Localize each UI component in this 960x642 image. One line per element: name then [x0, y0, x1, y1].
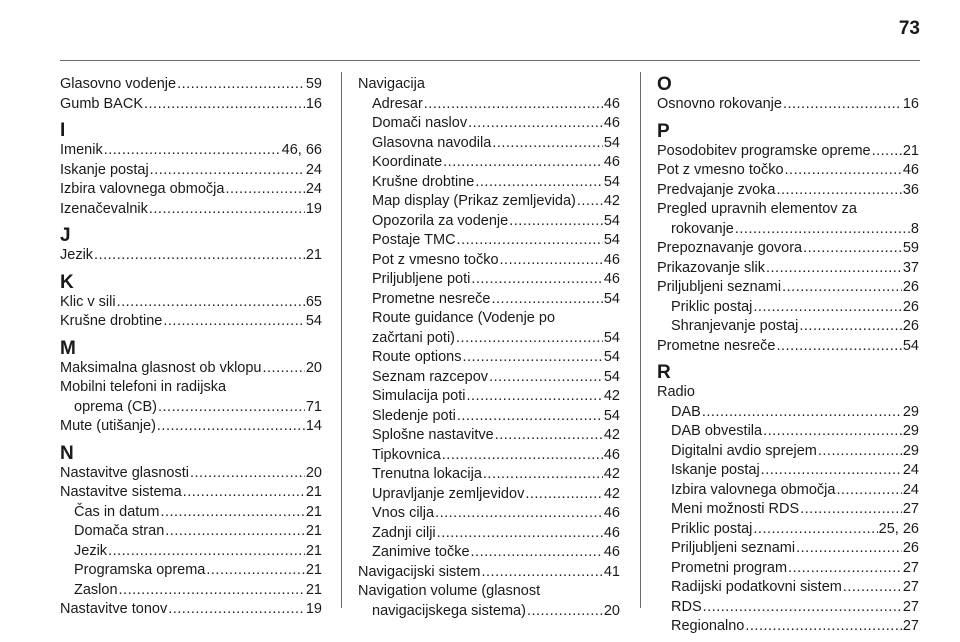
index-topic-heading: Pregled upravnih elementov za: [657, 201, 857, 217]
index-entry-page: 25, 26: [878, 520, 919, 537]
index-entry-page: 26: [902, 540, 919, 556]
dot-leader: [144, 95, 305, 115]
dot-leader: [424, 95, 603, 115]
index-entry-term: Prikazovanje slik: [657, 259, 765, 276]
index-entry-term: Priklic postaj: [671, 298, 753, 315]
dot-leader: [777, 181, 902, 201]
index-entry: [657, 278, 919, 298]
dot-leader: [462, 348, 602, 368]
dot-leader: [483, 465, 603, 485]
index-entry-term: DAB: [671, 403, 701, 420]
index-entry-term: Regionalno: [671, 618, 745, 634]
index-entry-page: 20: [603, 602, 620, 619]
index-entry: [60, 246, 322, 266]
index-entry-page: 27: [902, 618, 919, 634]
index-entry: [358, 329, 620, 349]
index-entry-page: 27: [902, 559, 919, 576]
index-entry-page: 42: [603, 388, 620, 404]
index-entry-term: Priklic postaj: [671, 520, 753, 537]
index-entry: [358, 504, 620, 524]
index-entry-page: 14: [305, 418, 322, 434]
index-entry: [358, 485, 620, 505]
index-entry-term: oprema (CB): [74, 398, 157, 415]
index-entry: [657, 539, 919, 559]
index-entry-term: Nastavitve glasnosti: [60, 464, 189, 481]
index-entry-term: Adresar: [372, 95, 423, 112]
index-entry: [358, 543, 620, 563]
index-letter-heading: N: [60, 442, 74, 464]
index-entry: [657, 520, 919, 540]
dot-leader: [836, 481, 901, 501]
index-entry-term: Tipkovnica: [372, 446, 441, 463]
index-entry-term: Iskanje postaj: [60, 161, 149, 178]
index-entry-term: Domača stran: [74, 523, 165, 539]
dot-leader: [442, 446, 603, 466]
index-entry-term: Izenačevalnik: [60, 200, 148, 217]
dot-leader: [468, 114, 603, 134]
index-entry: [657, 317, 919, 337]
dot-leader: [803, 239, 902, 259]
index-entry-page: 26: [902, 279, 919, 295]
index-letter-heading: M: [60, 337, 76, 359]
index-entry-page: 27: [902, 579, 919, 595]
index-topic-heading: Route guidance (Vodenje po: [372, 310, 556, 326]
index-entry: [358, 387, 620, 407]
index-entry-term: Vnos cilja: [372, 505, 435, 521]
dot-leader: [165, 522, 305, 542]
dot-leader: [456, 329, 603, 349]
index-entry-page: 54: [603, 349, 620, 365]
index-entry: [358, 231, 620, 251]
dot-leader: [163, 312, 304, 332]
index-entry-term: rokovanje: [671, 220, 734, 237]
index-entry: [60, 464, 322, 484]
index-entry: [358, 153, 620, 173]
dot-leader: [437, 524, 603, 544]
dot-leader: [104, 141, 281, 161]
index-entry: [358, 192, 620, 212]
index-entry-page: 27: [902, 501, 919, 517]
dot-leader: [190, 464, 305, 484]
index-entry: [60, 581, 322, 601]
dot-leader: [843, 578, 902, 598]
index-entry-page: 54: [305, 313, 322, 329]
index-entry-page: 46: [902, 162, 919, 178]
index-entry-page: 54: [603, 173, 620, 190]
index-entry-page: 16: [902, 96, 919, 112]
index-entry: [657, 500, 919, 520]
index-entry: [358, 348, 620, 368]
index-entry-term: Krušne drobtine: [372, 173, 475, 190]
index-entry-term: Splošne nastavitve: [372, 427, 494, 443]
index-entry-term: Koordinate: [372, 154, 443, 170]
index-topic-heading: Navigacija: [358, 76, 425, 92]
page-number: 73: [898, 18, 920, 39]
index-column-3: [657, 75, 919, 637]
index-entry-term: Domači naslov: [372, 115, 468, 131]
index-entry-page: 46, 66: [281, 142, 322, 158]
index-entry: [60, 75, 322, 95]
index-entry-term: Maksimalna glasnost ob vklopu: [60, 359, 262, 376]
dot-leader: [753, 520, 877, 540]
index-entry-page: 24: [305, 161, 322, 178]
dot-leader: [150, 161, 305, 181]
index-entry-term: Meni možnosti RDS: [671, 501, 800, 517]
column-divider-1: [341, 72, 342, 608]
dot-leader: [457, 407, 603, 427]
index-entry-term: Priljubljeni seznami: [671, 540, 796, 556]
index-entry-page: 46: [603, 271, 620, 287]
index-entry: [358, 446, 620, 466]
index-entry: [60, 293, 322, 313]
index-entry-page: 19: [305, 601, 322, 617]
index-entry-term: Zanimive točke: [372, 544, 470, 560]
index-entry-term: Zadnji cilji: [372, 524, 436, 541]
index-entry-page: 59: [902, 240, 919, 256]
index-letter-heading: I: [60, 120, 66, 141]
dot-leader: [577, 192, 603, 212]
dot-leader: [735, 220, 910, 240]
index-entry: [657, 403, 919, 423]
index-entry: [60, 503, 322, 523]
index-letter-heading: R: [657, 362, 671, 383]
index-entry-page: 26: [902, 318, 919, 334]
dot-leader: [117, 293, 305, 313]
index-entry-page: 21: [305, 503, 322, 520]
dot-leader: [94, 246, 305, 266]
dot-leader: [818, 442, 902, 462]
index-entry-term: Trenutna lokacija: [372, 466, 482, 482]
index-entry-page: 71: [305, 398, 322, 415]
dot-leader: [763, 422, 902, 442]
index-entry: [657, 239, 919, 259]
index-entry: [358, 95, 620, 115]
index-entry: [358, 251, 620, 271]
dot-leader: [776, 337, 901, 357]
index-entry-term: Osnovno rokovanje: [657, 96, 782, 112]
index-entry-page: 54: [603, 212, 620, 229]
index-entry-term: Opozorila za vodenje: [372, 212, 509, 229]
index-entry-term: Izbira valovnega območja: [60, 181, 225, 197]
index-entry: [358, 114, 620, 134]
index-entry-term: Priljubljene poti: [372, 271, 471, 287]
index-entry-page: 19: [305, 200, 322, 217]
index-topic-heading: Navigation volume (glasnost: [358, 583, 541, 599]
index-entry: [60, 542, 322, 562]
index-entry-page: 46: [603, 544, 620, 560]
index-entry: [60, 398, 322, 418]
index-entry-term: Glasovno vodenje: [60, 76, 177, 92]
index-entry-page: 42: [603, 466, 620, 482]
index-topic-heading: Radio: [657, 384, 695, 400]
dot-leader: [177, 75, 305, 95]
index-entry-term: navigacijskega sistema): [372, 602, 526, 619]
index-entry-term: Klic v sili: [60, 293, 116, 310]
index-entry-term: Prepoznavanje govora: [657, 240, 803, 256]
index-entry: [358, 134, 620, 154]
dot-leader: [753, 298, 901, 318]
dot-leader: [500, 251, 603, 271]
index-entry-page: 54: [902, 337, 919, 354]
dot-leader: [799, 317, 901, 337]
dot-leader: [782, 278, 902, 298]
index-entry: [60, 312, 322, 332]
index-entry-page: 46: [603, 115, 620, 131]
index-entry: [657, 95, 919, 115]
index-entry: [60, 483, 322, 503]
index-entry: [657, 461, 919, 481]
index-entry-term: Iskanje postaj: [671, 462, 760, 478]
index-entry-term: Upravljanje zemljevidov: [372, 485, 525, 502]
index-entry-page: 46: [603, 505, 620, 521]
index-entry: [657, 598, 919, 618]
column-divider-2: [640, 72, 641, 608]
index-entry-page: 46: [603, 524, 620, 541]
index-entry: [657, 481, 919, 501]
index-entry-page: 59: [305, 76, 322, 92]
index-entry-page: 36: [902, 181, 919, 198]
dot-leader: [745, 617, 901, 637]
index-letter-heading: J: [60, 225, 71, 246]
header-rule: [60, 60, 920, 61]
index-entry: [358, 524, 620, 544]
index-topic-heading: Mobilni telefoni in radijska: [60, 379, 227, 395]
index-entry-term: Jezik: [74, 542, 108, 559]
index-entry: [358, 563, 620, 583]
index-entry-page: 42: [603, 193, 620, 209]
index-entry-page: 41: [603, 563, 620, 580]
dot-leader: [225, 180, 304, 200]
dot-leader: [796, 539, 902, 559]
dot-leader: [263, 359, 305, 379]
dot-leader: [149, 200, 305, 220]
index-entry: [657, 142, 919, 162]
index-entry: [657, 181, 919, 201]
index-entry-page: 26: [902, 298, 919, 315]
dot-leader: [168, 600, 305, 620]
index-entry: [60, 95, 322, 115]
dot-leader: [489, 368, 603, 388]
index-entry-page: 54: [603, 407, 620, 424]
index-entry-term: Gumb BACK: [60, 95, 143, 112]
dot-leader: [158, 398, 305, 418]
index-entry: [358, 426, 620, 446]
index-entry: [657, 220, 919, 240]
index-entry-term: Digitalni avdio sprejem: [671, 442, 817, 459]
index-entry-term: Simulacija poti: [372, 388, 466, 404]
dot-leader: [481, 563, 602, 583]
index-entry: [657, 337, 919, 357]
dot-leader: [872, 142, 902, 162]
dot-leader: [703, 598, 902, 618]
index-entry-page: 21: [305, 247, 322, 263]
index-entry-term: Jezik: [60, 247, 94, 263]
index-entry-page: 27: [902, 598, 919, 615]
index-entry-term: Radijski podatkovni sistem: [671, 579, 842, 595]
index-entry: [657, 442, 919, 462]
index-entry: [657, 161, 919, 181]
dot-leader: [206, 561, 305, 581]
dot-leader: [471, 543, 603, 563]
index-entry: [60, 141, 322, 161]
index-entry-term: Postaje TMC: [372, 232, 456, 248]
index-entry: [60, 561, 322, 581]
dot-leader: [783, 95, 902, 115]
dot-leader: [785, 161, 902, 181]
index-entry-page: 21: [305, 523, 322, 539]
index-column-1: [60, 75, 322, 620]
index-entry: [657, 617, 919, 637]
index-entry-page: 54: [603, 290, 620, 307]
index-entry-term: Mute (utišanje): [60, 418, 156, 434]
index-entry-page: 46: [603, 251, 620, 268]
index-entry-term: Predvajanje zvoka: [657, 181, 776, 198]
index-entry-term: Priljubljeni seznami: [657, 279, 782, 295]
dot-leader: [509, 212, 603, 232]
index-entry: [358, 173, 620, 193]
index-entry-page: 29: [902, 423, 919, 439]
index-entry-term: Prometni program: [671, 559, 788, 576]
index-entry-page: 21: [305, 562, 322, 578]
index-entry-page: 20: [305, 359, 322, 376]
dot-leader: [492, 134, 603, 154]
index-entry-term: Navigacijski sistem: [358, 563, 481, 580]
index-entry-page: 24: [305, 181, 322, 197]
index-entry-page: 54: [603, 368, 620, 385]
index-entry-term: RDS: [671, 598, 702, 615]
index-entry-page: 21: [902, 142, 919, 159]
index-entry: [60, 180, 322, 200]
index-entry-term: Prometne nesreče: [372, 290, 491, 307]
index-letter-heading: K: [60, 271, 74, 293]
index-entry-term: Nastavitve sistema: [60, 484, 182, 500]
index-entry: [358, 465, 620, 485]
index-entry: [657, 422, 919, 442]
index-entry-page: 54: [603, 329, 620, 346]
index-entry-term: Prometne nesreče: [657, 337, 776, 354]
index-entry: [657, 559, 919, 579]
index-entry-page: 16: [305, 95, 322, 112]
index-entry-page: 29: [902, 403, 919, 420]
index-entry: [358, 368, 620, 388]
dot-leader: [435, 504, 603, 524]
index-entry-term: Čas in datum: [74, 503, 160, 520]
dot-leader: [183, 483, 305, 503]
index-entry-page: 46: [603, 95, 620, 112]
index-entry: [60, 417, 322, 437]
index-entry-page: 29: [902, 442, 919, 459]
index-entry-term: Nastavitve tonov: [60, 601, 168, 617]
index-entry-page: 42: [603, 485, 620, 502]
dot-leader: [491, 290, 602, 310]
index-entry: [60, 200, 322, 220]
index-entry: [60, 600, 322, 620]
index-entry: [358, 602, 620, 622]
index-entry-term: Posodobitev programske opreme: [657, 142, 871, 159]
dot-leader: [800, 500, 902, 520]
index-letter-heading: O: [657, 74, 672, 95]
index-entry-term: Glasovna navodila: [372, 134, 492, 151]
dot-leader: [495, 426, 603, 446]
index-entry: [657, 298, 919, 318]
index-entry-page: 8: [910, 220, 919, 237]
index-entry: [358, 407, 620, 427]
index-entry-page: 21: [305, 581, 322, 598]
index-entry-page: 46: [603, 446, 620, 463]
index-entry-term: Map display (Prikaz zemljevida): [372, 193, 576, 209]
dot-leader: [443, 153, 603, 173]
index-entry-page: 20: [305, 464, 322, 481]
index-entry: [358, 290, 620, 310]
dot-leader: [766, 259, 902, 279]
index-entry: [657, 259, 919, 279]
index-entry-page: 42: [603, 427, 620, 443]
index-entry-page: 24: [902, 462, 919, 478]
index-entry: [60, 522, 322, 542]
index-entry: [358, 212, 620, 232]
index-entry: [60, 359, 322, 379]
index-entry-term: Shranjevanje postaj: [671, 318, 799, 334]
index-entry-page: 37: [902, 259, 919, 276]
index-column-2: [358, 75, 620, 621]
dot-leader: [525, 485, 603, 505]
dot-leader: [761, 461, 902, 481]
index-entry: [657, 578, 919, 598]
index-entry: [60, 161, 322, 181]
index-entry-term: Zaslon: [74, 581, 118, 598]
index-entry-page: 46: [603, 154, 620, 170]
index-entry-term: Seznam razcepov: [372, 368, 489, 385]
index-entry-term: Programska oprema: [74, 562, 206, 578]
dot-leader: [788, 559, 902, 579]
index-entry-page: 54: [603, 134, 620, 151]
dot-leader: [157, 417, 305, 437]
index-entry: [358, 270, 620, 290]
index-entry-term: začrtani poti): [372, 329, 456, 346]
index-entry-page: 24: [902, 481, 919, 498]
index-entry-term: Sledenje poti: [372, 407, 456, 424]
index-entry-page: 21: [305, 542, 322, 559]
dot-leader: [108, 542, 305, 562]
index-entry-page: 54: [603, 232, 620, 248]
dot-leader: [467, 387, 603, 407]
index-entry-page: 21: [305, 484, 322, 500]
dot-leader: [702, 403, 902, 423]
index-entry-term: Izbira valovnega območja: [671, 481, 836, 498]
index-entry-term: Route options: [372, 349, 462, 365]
index-entry-term: Krušne drobtine: [60, 313, 163, 329]
index-entry-term: Imenik: [60, 142, 103, 158]
dot-leader: [457, 231, 603, 251]
dot-leader: [119, 581, 305, 601]
dot-leader: [160, 503, 304, 523]
index-entry-term: DAB obvestila: [671, 423, 763, 439]
dot-leader: [475, 173, 602, 193]
index-entry-term: Pot z vmesno točko: [657, 162, 784, 178]
index-entry-page: 65: [305, 293, 322, 310]
index-entry-term: Pot z vmesno točko: [372, 251, 499, 268]
dot-leader: [527, 602, 603, 622]
dot-leader: [471, 270, 603, 290]
index-letter-heading: P: [657, 120, 670, 142]
